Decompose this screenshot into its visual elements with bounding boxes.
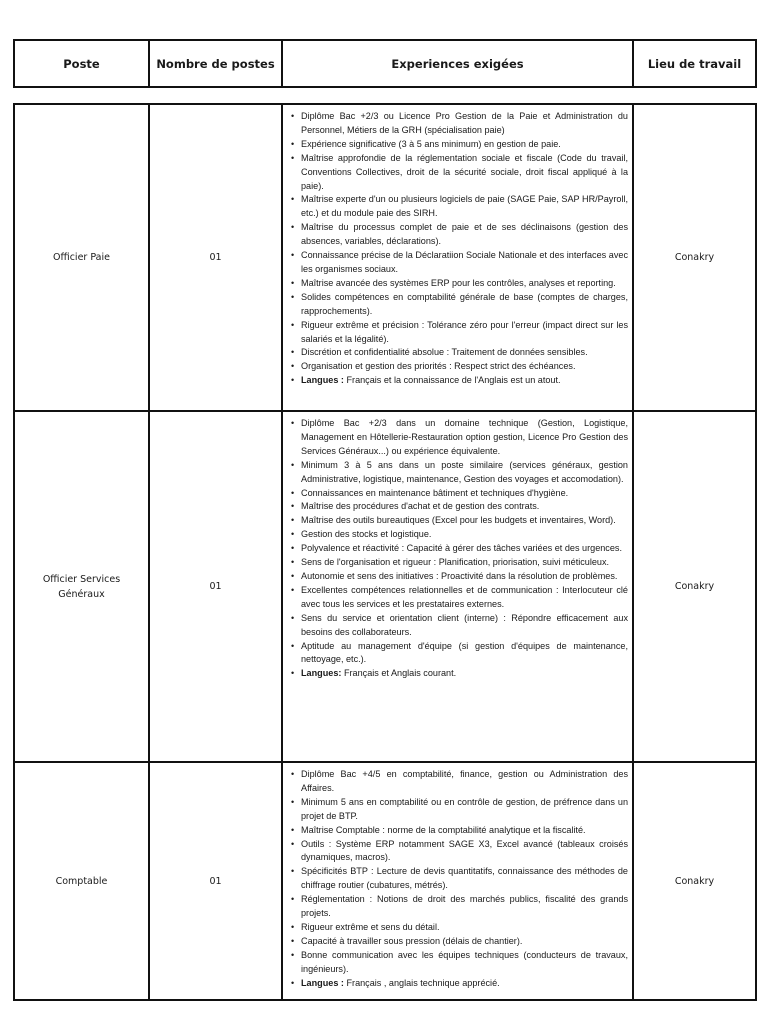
work-location: Conakry <box>633 762 756 1000</box>
position-title: Officier Paie <box>14 104 149 411</box>
requirement-text: Maîtrise Comptable : norme de la comptabilité analytique et la fiscalité. <box>301 824 586 835</box>
requirement-item <box>301 556 628 570</box>
requirement-item <box>301 977 628 991</box>
work-location: Conakry <box>633 411 756 762</box>
header-poste: Poste <box>14 40 149 87</box>
requirement-text: Aptitude au management d'équipe (si gestion d'équipes de maintenance, nettoyage, etc.). <box>301 640 628 665</box>
position-count: 01 <box>149 762 282 1000</box>
requirement-text: Solides compétences en comptabilité générale de base (comptes de charges, rapprochements). <box>301 291 628 316</box>
requirement-item <box>301 138 628 152</box>
requirement-item <box>301 796 628 824</box>
requirement-item <box>301 221 628 249</box>
requirement-text: Diplôme Bac +4/5 en comptabilité, finance, gestion ou Administration des Affaires. <box>301 769 628 793</box>
requirements-cell <box>282 104 633 411</box>
requirement-text: Rigueur extrême et sens du détail. <box>301 921 440 932</box>
requirement-item <box>301 487 628 501</box>
position-count: 01 <box>149 104 282 411</box>
table-row <box>14 411 756 762</box>
requirement-text: Maîtrise des outils bureautiques (Excel pour les budgets et inventaires, Word). <box>301 515 616 526</box>
requirement-text: Expérience significative (3 à 5 ans minimum) en gestion de paie. <box>301 138 561 149</box>
requirement-text: Maîtrise approfondie de la réglementation sociale et fiscale (Code du travail, Conventions Collectives, droit de la sécurité sociale, droit fiscal appliqué à la paie). <box>301 152 628 191</box>
requirement-item <box>301 374 628 388</box>
positions-table <box>13 103 757 1001</box>
requirements-list <box>289 110 628 388</box>
requirement-text: Discrétion et confidentialité absolue : Traitement de données sensibles. <box>301 347 588 358</box>
header-table <box>13 39 757 88</box>
position-count: 01 <box>149 411 282 762</box>
requirements-list <box>289 417 628 681</box>
requirement-item <box>301 417 628 459</box>
requirement-text: Gestion des stocks et logistique. <box>301 529 432 540</box>
header-row <box>14 40 756 87</box>
requirement-text: Minimum 5 ans en comptabilité ou en contrôle de gestion, de préfrence dans un projet de BTP. <box>301 796 628 821</box>
requirement-item <box>301 921 628 935</box>
requirement-item <box>301 584 628 612</box>
requirement-item <box>301 824 628 838</box>
header-lieu-de-travail: Lieu de travail <box>633 40 756 87</box>
requirement-text: Diplôme Bac +2/3 ou Licence Pro Gestion de la Paie et Administration du Personnel, Métiers de la GRH (spécialisation paie) <box>301 111 628 135</box>
requirement-item <box>301 277 628 291</box>
requirement-text: Maîtrise du processus complet de paie et de ses déclinaisons (gestion des absences, variables, déclarations). <box>301 222 628 247</box>
table-row <box>14 762 756 1000</box>
requirement-item <box>301 193 628 221</box>
requirement-text: Capacité à travailler sous pression (délais de chantier). <box>301 935 523 946</box>
requirement-item <box>301 838 628 866</box>
requirement-text: Diplôme Bac +2/3 dans un domaine technique (Gestion, Logistique, Management en Hôtellerie-Restauration option gestion, Licence Pro Gestion des Services Généraux...) ou expérience équivalente. <box>301 418 628 456</box>
requirement-text: Minimum 3 à 5 ans dans un poste similaire (services généraux, gestion Administrative, logistique, maintenance, Gestion des voyages et accomodation). <box>301 459 628 484</box>
requirement-item <box>301 346 628 360</box>
requirement-item <box>301 514 628 528</box>
requirement-item <box>301 640 628 668</box>
requirement-label: Langues: <box>301 668 342 679</box>
requirement-text: Connaissance précise de la Déclaratiion Sociale Nationale et des interfaces avec les organismes sociaux. <box>301 250 628 274</box>
position-title: Officier Services Généraux <box>14 411 149 762</box>
position-title: Comptable <box>14 762 149 1000</box>
requirement-item <box>301 542 628 556</box>
requirement-item <box>301 360 628 374</box>
requirement-text: Polyvalence et réactivité : Capacité à gérer des tâches variées et des urgences. <box>301 543 622 554</box>
requirement-item <box>301 319 628 347</box>
requirement-text: Français et Anglais courant. <box>341 668 457 679</box>
requirement-text: Français et la connaissance de l'Anglais est un atout. <box>343 375 561 386</box>
requirement-item <box>301 500 628 514</box>
requirement-item <box>301 612 628 640</box>
requirement-text: Organisation et gestion des priorités : Respect strict des échéances. <box>301 361 576 372</box>
requirements-cell <box>282 762 633 1000</box>
requirement-text: Français , anglais technique apprécié. <box>343 977 500 988</box>
requirement-item <box>301 893 628 921</box>
requirement-text: Réglementation : Notions de droit des marchés publics, fiscalité des grands projets. <box>301 894 628 919</box>
header-experiences-exigees: Experiences exigées <box>282 40 633 87</box>
requirement-text: Spécificités BTP : Lecture de devis quantitatifs, connaissance des méthodes de chiffrage routier (cubatures, métrés). <box>301 866 628 891</box>
requirement-label: Langues : <box>301 375 344 386</box>
requirement-text: Maîtrise experte d'un ou plusieurs logiciels de paie (SAGE Paie, SAP HR/Payroll, etc.) et du module paie des SIRH. <box>301 194 628 219</box>
requirement-text: Maîtrise des procédures d'achat et de gestion des contrats. <box>301 501 540 512</box>
requirement-item <box>301 528 628 542</box>
requirement-item <box>301 667 628 681</box>
requirement-text: Rigueur extrême et précision : Tolérance zéro pour l'erreur (impact direct sur les salariés et la légalité). <box>301 319 628 344</box>
work-location: Conakry <box>633 104 756 411</box>
header-nombre-de-postes: Nombre de postes <box>149 40 282 87</box>
table-row <box>14 104 756 411</box>
requirement-item <box>301 459 628 487</box>
requirement-item <box>301 152 628 194</box>
requirement-item <box>301 935 628 949</box>
requirement-text: Excellentes compétences relationnelles et de communication : Interlocuteur clé avec tous les services et les prestataires externes. <box>301 584 628 609</box>
requirement-item <box>301 570 628 584</box>
requirements-list <box>289 768 628 991</box>
requirement-text: Maîtrise avancée des systèmes ERP pour les contrôles, analyses et reporting. <box>301 277 616 288</box>
requirement-text: Bonne communication avec les équipes techniques (conducteurs de travaux, ingénieurs). <box>301 949 628 974</box>
requirement-item <box>301 768 628 796</box>
requirement-text: Outils : Système ERP notamment SAGE X3, Excel avancé (tableaux croisés dynamiques, macros). <box>301 838 628 863</box>
requirement-item <box>301 249 628 277</box>
requirement-item <box>301 291 628 319</box>
requirement-text: Autonomie et sens des initiatives : Proactivité dans la résolution de problèmes. <box>301 570 618 581</box>
requirement-item <box>301 865 628 893</box>
requirement-text: Sens de l'organisation et rigueur : Planification, priorisation, suivi méticuleux. <box>301 557 610 568</box>
requirement-text: Sens du service et orientation client (interne) : Répondre efficacement aux besoins des collaborateurs. <box>301 612 628 637</box>
requirement-label: Langues : <box>301 977 344 988</box>
requirements-cell <box>282 411 633 762</box>
requirement-item <box>301 949 628 977</box>
requirement-text: Connaissances en maintenance bâtiment et techniques d'hygiène. <box>301 487 569 498</box>
requirement-item <box>301 110 628 138</box>
